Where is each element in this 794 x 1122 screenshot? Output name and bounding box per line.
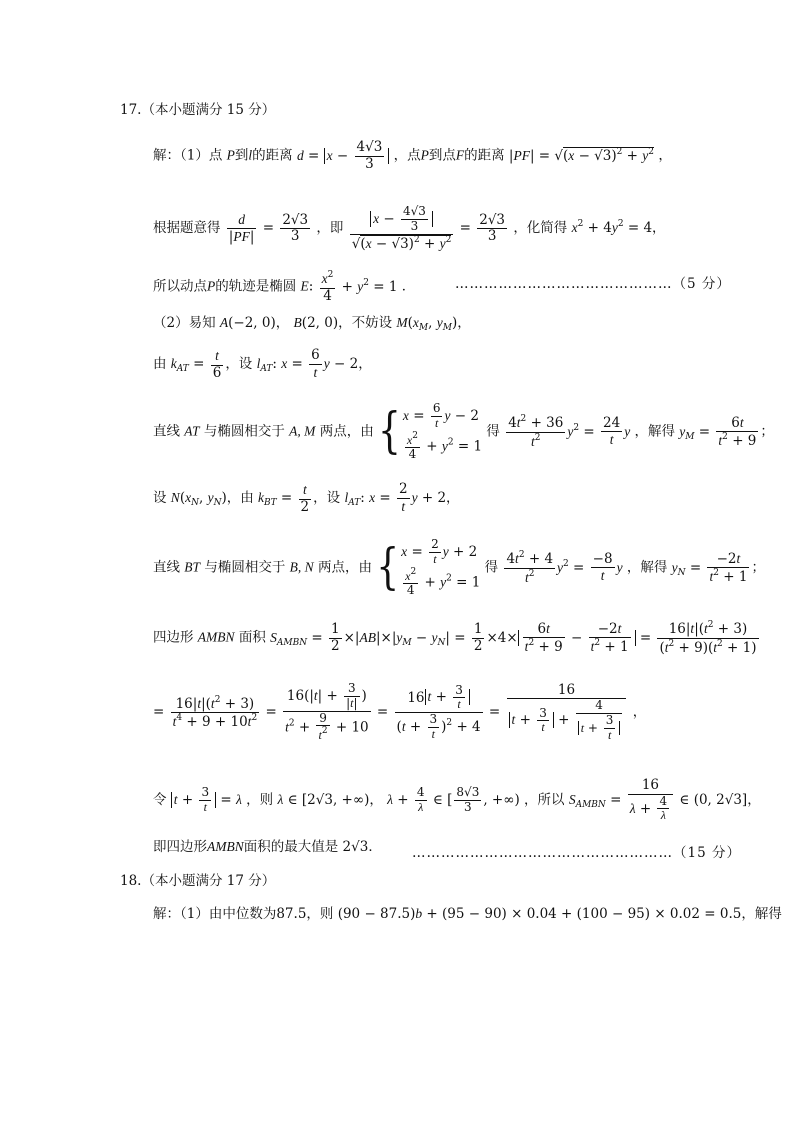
text: ，不妨设 xyxy=(338,315,393,331)
text: ； xyxy=(760,423,774,440)
var-BT: BT xyxy=(184,559,201,575)
text: ． xyxy=(401,278,416,295)
area-simplification: = $\frac{16|t|(t^2 + 3)}{t^4 + 9 + 10t^2}$ = 16(|t| + $\frac{3}{|t|}$ ) $t^2$ + $\frac{9}{t^2}$ + 10 = 16 t + $\frac{3}{t}$ (t + $\frac{3}{t}$ )$^2$ + 4 = 16 t + $\frac{3}{t}$ + 4 t + $\frac{3}{t}$ xyxy=(153,704,633,720)
max-area-value: 2√3 xyxy=(342,839,369,855)
text: 解：（1）点 xyxy=(153,147,223,164)
simplified-equation: $x^2 + 4y^2 = 4$ xyxy=(571,219,653,237)
point-M: $M(x_M$, $y_M$) xyxy=(396,315,458,333)
distance-d-formula: d = x − $\frac{4√3}{3}$ xyxy=(297,148,394,164)
q17-line-2 xyxy=(153,205,666,252)
text: ，解得 xyxy=(626,559,668,576)
score-marker-15: ………………………………………………（15 分） xyxy=(412,845,741,861)
system-brace: { xyxy=(376,539,400,596)
q17-line-8 xyxy=(153,538,765,598)
text: 得 xyxy=(484,559,499,576)
text: 由 xyxy=(153,356,167,373)
text: ，设 xyxy=(313,490,341,507)
text: ， xyxy=(446,490,460,507)
text: 令 xyxy=(153,792,167,809)
var-P: P xyxy=(207,278,216,294)
text: 即四边形 xyxy=(153,839,207,855)
solution-yN: $y_N$ = $\frac{-2t}{t^2 + 1}$ xyxy=(671,550,748,586)
q17-line-12 xyxy=(153,840,382,855)
text: 面积 xyxy=(238,629,266,646)
q17-line-1 xyxy=(153,140,672,172)
var-AM: A, M xyxy=(289,423,316,439)
quadratic-AT: $\frac{4t^2 + 36}{t^2}$ $y^2$ = $\frac{24}{t}$ y xyxy=(508,414,631,449)
ratio-formula: $\frac{d}{|PF|}$ = $\frac{2√3}{3}$ xyxy=(228,211,309,246)
text: ， xyxy=(275,315,290,331)
point-A: A(−2, 0) xyxy=(219,315,276,331)
text: 与椭圆相交于 xyxy=(204,559,286,576)
text: 直线 xyxy=(153,559,180,576)
text: ，解得 xyxy=(741,906,782,922)
text: ，即 xyxy=(316,220,344,237)
q17-line-11 xyxy=(153,778,761,823)
median-equation: (90 − 87.5)b + (95 − 90) × 0.04 + (100 − 95) × 0.02 = 0.5 xyxy=(337,906,742,922)
q17-line-7 xyxy=(153,482,460,515)
text: ，设 xyxy=(225,356,253,373)
q18-line-1 xyxy=(153,907,782,922)
text: 设 xyxy=(153,490,167,507)
ellipse-equation: $\frac{x^2}{4}$ + $y^2 = 1$ xyxy=(321,270,402,304)
line-BT-equation: $l_{AT}$: x = $\frac{2}{t}$ y + 2 xyxy=(344,481,447,514)
var-P: P xyxy=(420,147,429,163)
var-P: P xyxy=(226,147,235,163)
median-value: 87.5 xyxy=(276,906,307,922)
text: ，则 xyxy=(246,792,274,809)
text: ， xyxy=(358,356,372,373)
text: ， xyxy=(632,704,647,721)
text: ． xyxy=(368,839,382,855)
q17-line-6 xyxy=(153,402,774,462)
text: ，解得 xyxy=(634,423,675,440)
text: 解：（1）由中位数为 xyxy=(153,906,277,922)
q17-line-4 xyxy=(153,316,471,333)
distance-pf-formula: $|PF| = √(x - √3)^2 + y^2$ xyxy=(508,146,655,164)
solution-yM: $y_M$ = $\frac{6t}{t^2 + 9}$ xyxy=(679,414,757,450)
score-marker-5: ………………………………………（5 分） xyxy=(455,276,731,292)
text: 所以动点 xyxy=(153,278,207,295)
q17-heading: 17.（本小题满分 15 分） xyxy=(120,102,276,118)
text: 直线 xyxy=(153,423,180,440)
text: ，由 xyxy=(226,490,254,507)
text: ，点 xyxy=(393,147,421,164)
lambda-range: λ ∈ [2√3, +∞) xyxy=(277,792,370,809)
q17-line-3: 所以动点P的轨迹是椭圆 E: $\frac{x^2}{4}$ + $y^2 = 1$ ． xyxy=(153,270,416,304)
q18-heading: 18.（本小题满分 17 分） xyxy=(120,873,276,889)
text: 的距离 xyxy=(252,147,293,164)
var-F: F xyxy=(455,147,465,163)
var-AT: AT xyxy=(184,423,200,439)
text: 两点，由 xyxy=(319,423,374,440)
text: ，化简得 xyxy=(513,220,568,237)
text: ， xyxy=(457,315,471,331)
slope-BT: $k_{BT}$ = $\frac{t}{2}$ xyxy=(258,482,310,515)
text: 两点，由 xyxy=(317,559,372,576)
area-range: $S_{AMBN}$ = 16 λ + $\frac{4}{\lambda}$ ∈ (0, 2√3] xyxy=(568,777,748,823)
text: ， xyxy=(658,147,672,164)
quadratic-BT: $\frac{4t^2 + 4}{t^2}$ $y^2$ = $\frac{-8}{t}$ y xyxy=(506,550,623,585)
text: 到点 xyxy=(428,147,456,164)
text: 与椭圆相交于 xyxy=(203,423,285,440)
ratio-expanded-formula: x − $\frac{4√3}{3}$ $√(x - √3)^2 + y^2$ = $\frac{2√3}{3}$ xyxy=(351,204,506,252)
text: 的距离 xyxy=(464,147,505,164)
text: ， xyxy=(652,220,666,237)
system-brace: { xyxy=(378,403,401,460)
equation-system-AT: x = $\frac{6}{t}$ y − 2 $\frac{x^2}{4}$ + $y^2 = 1$ xyxy=(402,401,483,462)
text: ，则 xyxy=(306,906,334,922)
text: 到 xyxy=(234,147,249,164)
text: ， xyxy=(369,792,383,809)
text: 根据题意得 xyxy=(153,220,221,237)
q17-line-5 xyxy=(153,348,372,381)
var-AMBN: AMBN xyxy=(207,839,244,854)
var-AMBN: AMBN xyxy=(197,629,235,645)
q17-line-10 xyxy=(153,682,646,743)
q17-line-9 xyxy=(153,620,761,656)
text: （2）易知 xyxy=(153,315,216,331)
var-E: E xyxy=(300,278,309,294)
text: ，所以 xyxy=(524,792,565,809)
point-N: $N(x_N$, $y_N$) xyxy=(170,490,227,509)
text: 的轨迹是椭圆 xyxy=(215,278,297,295)
point-B: B(2, 0) xyxy=(293,315,339,331)
var-l: l xyxy=(248,147,253,163)
slope-AT: $k_{AT}$ = $\frac{t}{6}$ xyxy=(170,348,222,381)
text: ， xyxy=(747,792,761,809)
text: 四边形 xyxy=(153,629,194,646)
lambda-sum-range: λ + $\frac{4}{\lambda}$ ∈ [ $\frac{8√3}{3}$ , +∞) xyxy=(387,785,520,815)
var-BN: B, N xyxy=(289,559,314,575)
line-AT-equation: $l_{AT}$: x = $\frac{6}{t}$ y − 2 xyxy=(256,347,359,380)
equation-system-BT: x = $\frac{2}{t}$ y + 2 $\frac{x^2}{4}$ + $y^2 = 1$ xyxy=(401,537,481,598)
text: ； xyxy=(751,559,765,576)
text: 得 xyxy=(486,423,500,440)
area-formula: $S_{AMBN}$ = $\frac{1}{2}$ $\times|AB|\times|y_M - y_N|$ = $\frac{1}{2}$ ×4× $\frac{6t}{t^2 + 9}$ − $\frac{-2t}{t^2 + 1}$ = $\frac{16|t|(t^2 + 3)}{(t^2 + 9)(t^2 + 1)}$ xyxy=(270,620,757,656)
lambda-def: t + $\frac{3}{t}$ = λ xyxy=(171,792,242,808)
text: 面积的最大值是 xyxy=(243,839,339,855)
